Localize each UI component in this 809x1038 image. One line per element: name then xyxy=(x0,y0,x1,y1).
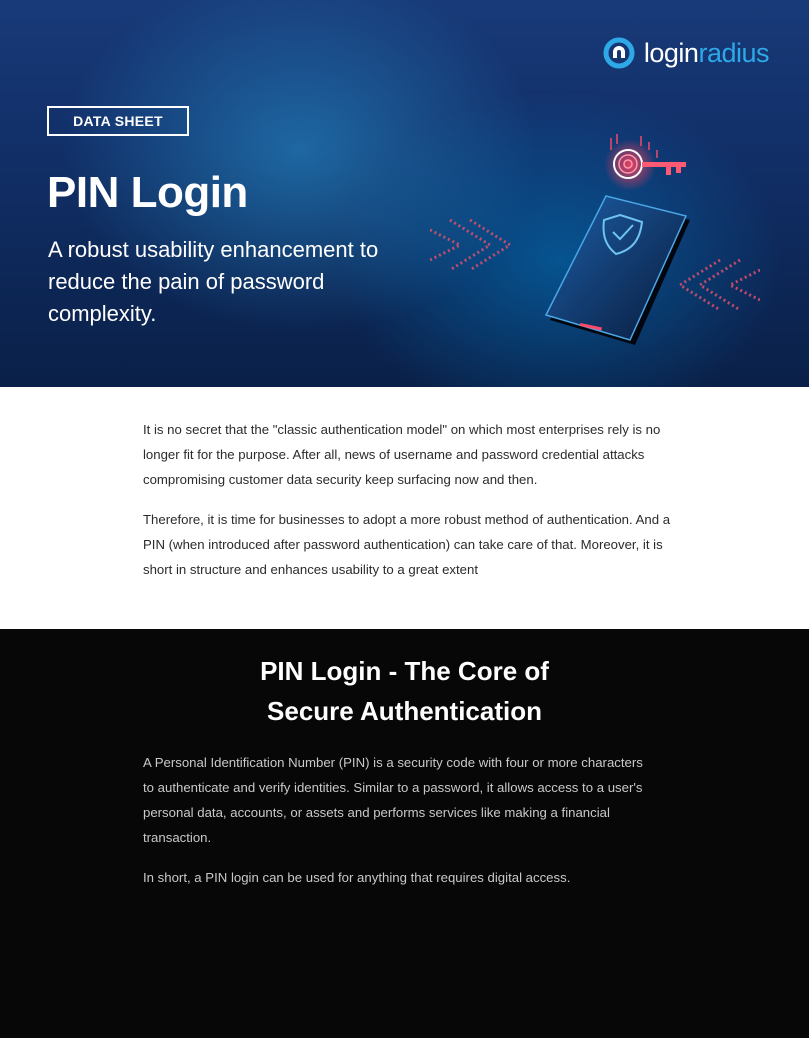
section-heading-line-2: Secure Authentication xyxy=(267,696,542,726)
logo-login-text: login xyxy=(643,37,699,68)
core-paragraph-2: In short, a PIN login can be used for anything that requires digital access. xyxy=(143,870,571,885)
core-text xyxy=(143,750,653,905)
hero-banner xyxy=(0,0,809,387)
fingerprint-key-icon xyxy=(604,134,686,191)
intro-paragraph-2: Therefore, it is time for businesses to adopt a more robust method of authentication. And a PIN (when introduced after password authentication) can take care of that. Moreover, it is short in structure and enhances usability to a great extent xyxy=(143,512,671,577)
brand-logo[interactable] xyxy=(602,36,769,70)
brand-wordmark xyxy=(644,38,769,69)
data-sheet-badge: DATA SHEET xyxy=(47,106,189,136)
intro-paragraph-1: It is no secret that the "classic authentication model" on which most enterprises rely is no longer fit for the purpose. After all, news of username and password credential attacks compromising customer data security keep surfacing now and then. xyxy=(143,422,661,487)
right-chevrons xyxy=(680,260,760,310)
intro-text xyxy=(143,417,673,597)
smartphone-icon xyxy=(546,196,690,345)
intro-section xyxy=(0,387,809,629)
core-paragraph-1: A Personal Identification Number (PIN) is a security code with four or more characters to authenticate and verify identities. Similar to a password, it allows access to a user's personal data, accounts, or assets and performs services like making a financial transaction. xyxy=(143,755,643,845)
loginradius-ring-icon xyxy=(602,36,636,70)
section-heading-line-1: PIN Login - The Core of xyxy=(260,656,549,686)
logo-radius-text: radius xyxy=(698,37,769,68)
core-section xyxy=(0,629,809,1038)
section-heading xyxy=(0,651,809,731)
hero-illustration xyxy=(430,120,760,370)
left-chevrons xyxy=(430,220,510,270)
page-subtitle: A robust usability enhancement to reduce the pain of password complexity. xyxy=(48,237,379,326)
page-title: PIN Login xyxy=(47,168,248,217)
